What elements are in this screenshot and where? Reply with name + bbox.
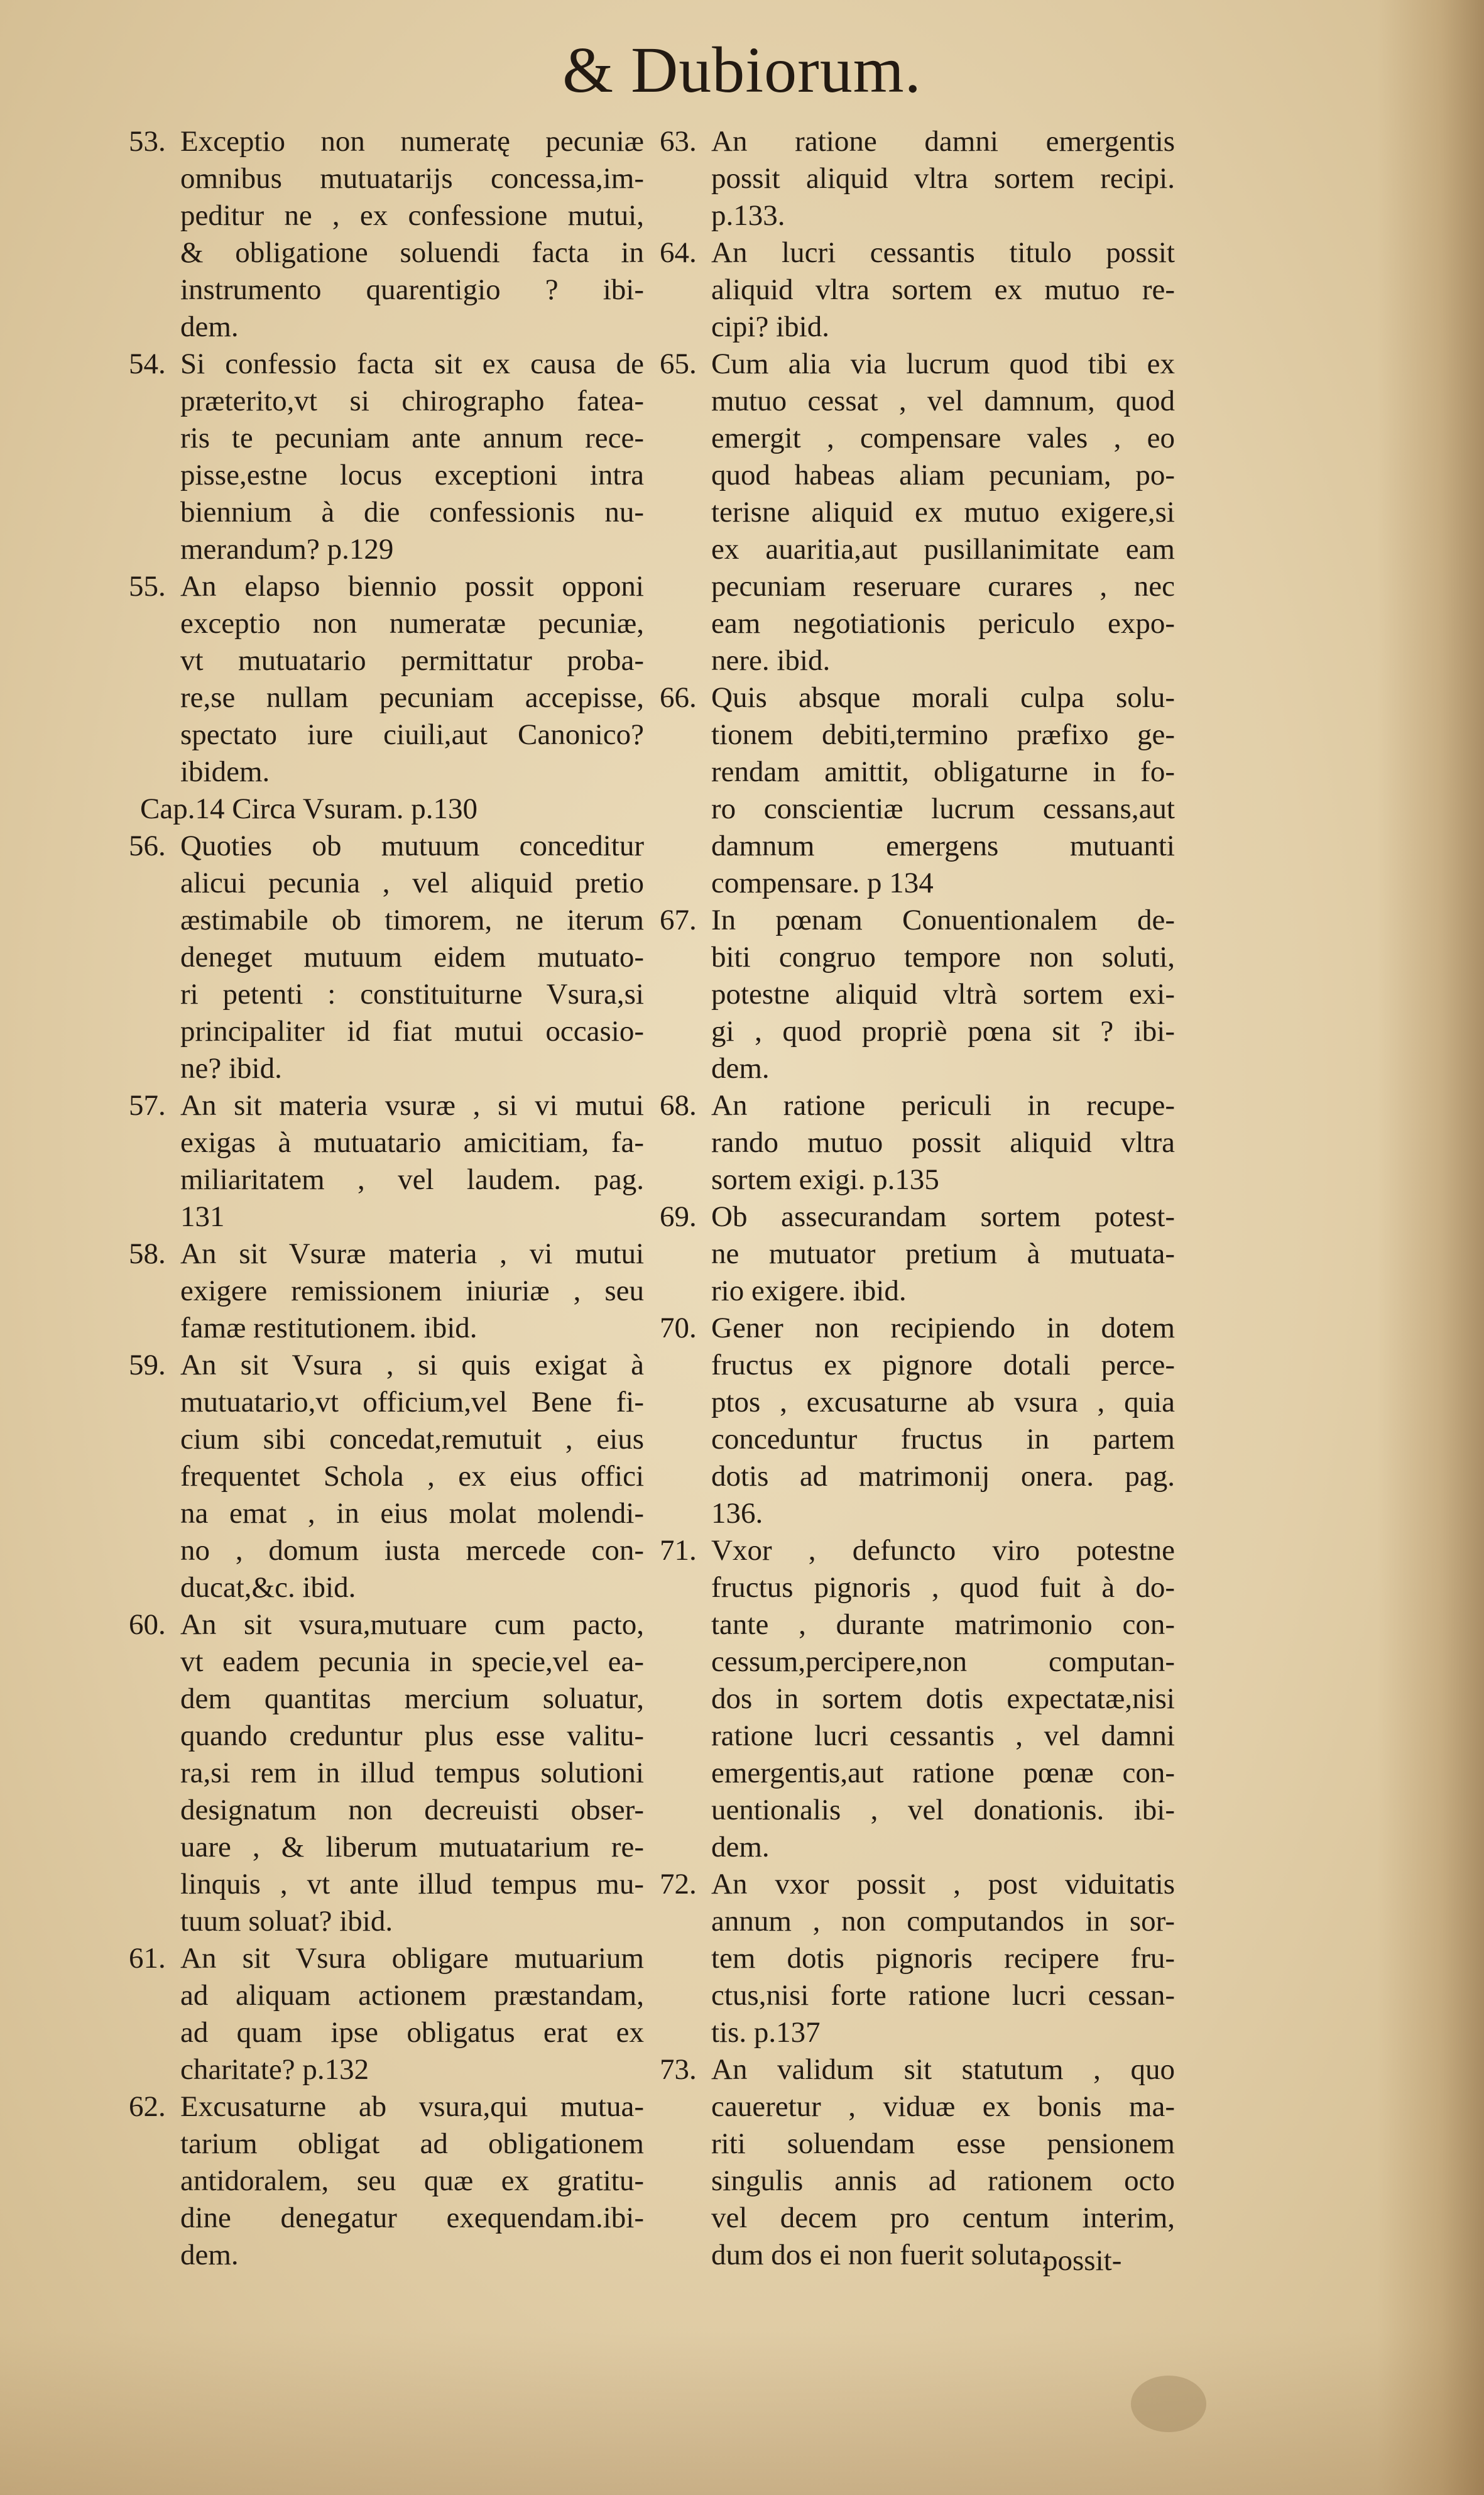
entry-line: damnum emergens mutuanti — [711, 830, 1175, 862]
index-entry — [660, 1087, 1175, 1198]
entry-line: dem. — [711, 1831, 770, 1863]
right-column — [660, 123, 1175, 2274]
entry-line: p.133. — [711, 199, 785, 232]
entry-line: vel decem pro centum interim, — [711, 2202, 1175, 2234]
entry-line: aliquid vltra sortem ex mutuo re- — [711, 273, 1175, 306]
index-entry — [660, 2051, 1175, 2274]
entry-number: 66. — [660, 681, 697, 714]
entry-line: rando mutuo possit aliquid vltra — [711, 1126, 1175, 1159]
entry-line: tuum soluat? ibid. — [180, 1905, 393, 1938]
entry-line: rio exigere. ibid. — [711, 1275, 907, 1307]
entry-line: An sit Vsura , si quis exigat à — [180, 1349, 644, 1381]
entry-line: sortem exigi. p.135 — [711, 1163, 939, 1196]
entry-number: 67. — [660, 904, 697, 936]
page-bottom-stain — [0, 2332, 1484, 2495]
entry-line: cipi? ibid. — [711, 310, 829, 343]
entry-number: 54. — [129, 348, 166, 380]
page-heading: & Dubiorum. — [562, 34, 922, 106]
entry-line: Si confessio facta sit ex causa de — [180, 348, 644, 380]
index-entry — [129, 1087, 644, 1236]
entry-number: 60. — [129, 1608, 166, 1641]
entry-number: 56. — [129, 830, 166, 862]
entry-line: gi , quod propriè pœna sit ? ibi- — [711, 1015, 1175, 1048]
entry-line: Ob assecurandam sortem potest- — [711, 1200, 1175, 1233]
entry-number: 72. — [660, 1868, 697, 1900]
index-entry — [660, 679, 1175, 902]
entry-line: compensare. p 134 — [711, 867, 934, 899]
entry-line: 131 — [180, 1200, 225, 1233]
entry-line: tionem debiti,termino præfixo ge- — [711, 718, 1175, 751]
entry-line: An ratione damni emergentis — [711, 125, 1175, 158]
entry-line: ris te pecuniam ante annum rece- — [180, 422, 644, 454]
entry-line: An ratione periculi in recupe- — [711, 1089, 1175, 1122]
entry-line: In pœnam Conuentionalem de- — [711, 904, 1175, 936]
ink-blot — [1131, 2376, 1206, 2432]
entry-number: 61. — [129, 1942, 166, 1975]
entry-line: Gener non recipiendo in dotem — [711, 1312, 1175, 1344]
index-entry — [129, 1236, 644, 1347]
entry-line: alicui pecunia , vel aliquid pretio — [180, 867, 644, 899]
index-entry — [129, 2088, 644, 2274]
entry-line: nere. ibid. — [711, 644, 831, 677]
entry-line: linquis , vt ante illud tempus mu- — [180, 1868, 644, 1900]
entry-line: fructus pignoris , quod fuit à do- — [711, 1571, 1175, 1604]
entry-line: An sit Vsuræ materia , vi mutui — [180, 1237, 644, 1270]
entry-line: miliaritatem , vel laudem. pag. — [180, 1163, 644, 1196]
entry-line: ad aliquam actionem præstandam, — [180, 1979, 644, 2012]
entry-line: dem quantitas mercium soluatur, — [180, 1682, 644, 1715]
entry-line: vt mutuatario permittatur proba- — [180, 644, 644, 677]
entry-line: potestne aliquid vltrà sortem exi- — [711, 978, 1175, 1011]
entry-line: emergit , compensare vales , eo — [711, 422, 1175, 454]
entry-line: vt eadem pecunia in specie,vel ea- — [180, 1645, 644, 1678]
entry-line: emergentis,aut ratione pœnæ con- — [711, 1757, 1175, 1789]
entry-line: An sit Vsura obligare mutuarium — [180, 1942, 644, 1975]
entry-line: exigere remissionem iniuriæ , seu — [180, 1275, 644, 1307]
index-entry — [660, 1532, 1175, 1866]
index-entry — [129, 346, 644, 568]
entry-line: principaliter id fiat mutui occasio- — [180, 1015, 644, 1048]
entry-line: dum dos ei non fuerit soluta, — [711, 2239, 1049, 2271]
index-entry — [660, 1198, 1175, 1310]
entry-line: ra,si rem in illud tempus solutioni — [180, 1757, 644, 1789]
entry-line: designatum non decreuisti obser- — [180, 1794, 644, 1826]
entry-line: peditur ne , ex confessione mutui, — [180, 199, 644, 232]
entry-line: tarium obligat ad obligationem — [180, 2127, 644, 2160]
entry-line: ne? ibid. — [180, 1052, 282, 1085]
entry-line: ri petenti : constituiturne Vsura,si — [180, 978, 644, 1011]
entry-line: ducat,&c. ibid. — [180, 1571, 356, 1604]
entry-line: dem. — [711, 1052, 770, 1085]
entry-line: ro conscientiæ lucrum cessans,aut — [711, 792, 1175, 825]
entry-line: An sit materia vsuræ , si vi mutui — [180, 1089, 644, 1122]
entry-line: terisne aliquid ex mutuo exigere,si — [711, 496, 1175, 529]
entry-line: quod habeas aliam pecuniam, po- — [711, 459, 1175, 491]
entry-line: singulis annis ad rationem octo — [711, 2164, 1175, 2197]
entry-line: Cum alia via lucrum quod tibi ex — [711, 348, 1175, 380]
entry-line: biennium à die confessionis nu- — [180, 496, 644, 529]
index-entry — [129, 1606, 644, 1940]
index-entry — [129, 568, 644, 791]
entry-number: 63. — [660, 125, 697, 158]
entry-number: 55. — [129, 570, 166, 603]
entry-line: spectato iure ciuili,aut Canonico? — [180, 718, 644, 751]
entry-line: rendam amittit, obligaturne in fo- — [711, 755, 1175, 788]
entry-line: tante , durante matrimonio con- — [711, 1608, 1175, 1641]
entry-line: An vxor possit , post viduitatis — [711, 1868, 1175, 1900]
entry-number: 69. — [660, 1200, 697, 1233]
entry-line: ctus,nisi forte ratione lucri cessan- — [711, 1979, 1175, 2012]
entry-line: quando creduntur plus esse valitu- — [180, 1719, 644, 1752]
entry-line: mutuatario,vt officium,vel Bene fi- — [180, 1386, 644, 1418]
entry-line: ad quam ipse obligatus erat ex — [180, 2016, 644, 2049]
entry-line: caueretur , viduæ ex bonis ma- — [711, 2090, 1175, 2123]
index-entry — [660, 234, 1175, 346]
entry-line: Quis absque morali culpa solu- — [711, 681, 1175, 714]
entry-line: uentionalis , vel donationis. ibi- — [711, 1794, 1175, 1826]
entry-line: An elapso biennio possit opponi — [180, 570, 644, 603]
entry-line: eam negotiationis periculo expo- — [711, 607, 1175, 640]
entry-line: tis. p.137 — [711, 2016, 821, 2049]
entry-line: famæ restitutionem. ibid. — [180, 1312, 477, 1344]
entry-line: re,se nullam pecuniam accepisse, — [180, 681, 644, 714]
entry-line: cessum,percipere,non computan- — [711, 1645, 1175, 1678]
entry-line: antidoralem, seu quæ ex gratitu- — [180, 2164, 644, 2197]
entry-line: fructus ex pignore dotali perce- — [711, 1349, 1175, 1381]
index-entry — [660, 902, 1175, 1087]
left-column — [129, 123, 644, 2274]
entry-line: dotis ad matrimonij onera. pag. — [711, 1460, 1175, 1493]
entry-number: 58. — [129, 1237, 166, 1270]
index-entry — [129, 1347, 644, 1606]
entry-line: An sit vsura,mutuare cum pacto, — [180, 1608, 644, 1641]
entry-line: exceptio non numeratæ pecuniæ, — [180, 607, 644, 640]
entry-number: 65. — [660, 348, 697, 380]
entry-line: Vxor , defuncto viro potestne — [711, 1534, 1175, 1567]
entry-line: possit aliquid vltra sortem recipi. — [711, 162, 1175, 195]
entry-line: Excusaturne ab vsura,qui mutua- — [180, 2090, 644, 2123]
entry-line: exigas à mutuatario amicitiam, fa- — [180, 1126, 644, 1159]
entry-line: dos in sortem dotis expectatæ,nisi — [711, 1682, 1175, 1715]
entry-number: 68. — [660, 1089, 697, 1122]
entry-number: 62. — [129, 2090, 166, 2123]
entry-line: tem dotis pignoris recipere fru- — [711, 1942, 1175, 1975]
entry-number: 53. — [129, 125, 166, 158]
entry-line: præterito,vt si chirographo fatea- — [180, 385, 644, 417]
entry-line: no , domum iusta mercede con- — [180, 1534, 644, 1567]
entry-line: instrumento quarentigio ? ibi- — [180, 273, 644, 306]
entry-number: 64. — [660, 236, 697, 269]
entry-number: 59. — [129, 1349, 166, 1381]
entry-line: ex auaritia,aut pusillanimitate eam — [711, 533, 1175, 566]
entry-line: cium sibi concedat,remutuit , eius — [180, 1423, 644, 1456]
entry-line: merandum? p.129 — [180, 533, 394, 566]
entry-line: Exceptio non numeratę pecuniæ — [180, 125, 644, 158]
entry-number: 57. — [129, 1089, 166, 1122]
entry-line: ibidem. — [180, 755, 270, 788]
entry-line: & obligatione soluendi facta in — [180, 236, 644, 269]
entry-line: mutuo cessat , vel damnum, quod — [711, 385, 1175, 417]
index-entry — [129, 791, 644, 828]
entry-line: riti soluendam esse pensionem — [711, 2127, 1175, 2160]
entry-number: 70. — [660, 1312, 697, 1344]
entry-line: An validum sit statutum , quo — [711, 2053, 1175, 2086]
entry-line: dine denegatur exequendam.ibi- — [180, 2202, 644, 2234]
entry-line: pisse,estne locus exceptioni intra — [180, 459, 644, 491]
entry-line: biti congruo tempore non soluti, — [711, 941, 1175, 973]
entry-line: deneget mutuum eidem mutuato- — [180, 941, 644, 973]
entry-line: dem. — [180, 2239, 239, 2271]
entry-line: Cap.14 Circa Vsuram. p.130 — [140, 792, 477, 825]
entry-line: charitate? p.132 — [180, 2053, 369, 2086]
entry-line: conceduntur fructus in partem — [711, 1423, 1175, 1456]
page-edge-stain — [1377, 0, 1484, 2495]
entry-line: 136. — [711, 1497, 763, 1530]
index-entry — [660, 346, 1175, 679]
entry-line: frequentet Schola , ex eius offici — [180, 1460, 644, 1493]
entry-line: annum , non computandos in sor- — [711, 1905, 1175, 1938]
entry-line: ptos , excusaturne ab vsura , quia — [711, 1386, 1175, 1418]
entry-line: na emat , in eius molat molendi- — [180, 1497, 644, 1530]
index-entry — [660, 1866, 1175, 2051]
entry-line: dem. — [180, 310, 239, 343]
index-entry — [129, 1940, 644, 2088]
entry-line: An lucri cessantis titulo possit — [711, 236, 1175, 269]
entry-line: æstimabile ob timorem, ne iterum — [180, 904, 644, 936]
entry-line: uare , & liberum mutuatarium re- — [180, 1831, 644, 1863]
catchword: possit- — [1043, 2244, 1122, 2277]
entry-number: 73. — [660, 2053, 697, 2086]
entry-number: 71. — [660, 1534, 697, 1567]
entry-line: omnibus mutuatarijs concessa,im- — [180, 162, 644, 195]
entry-line: ratione lucri cessantis , vel damni — [711, 1719, 1175, 1752]
entry-line: ne mutuator pretium à mutuata- — [711, 1237, 1175, 1270]
entry-line: Quoties ob mutuum conceditur — [180, 830, 644, 862]
entry-line: pecuniam reseruare curares , nec — [711, 570, 1175, 603]
index-entry — [660, 1310, 1175, 1532]
index-entry — [129, 828, 644, 1087]
index-entry — [660, 123, 1175, 234]
index-entry — [129, 123, 644, 346]
